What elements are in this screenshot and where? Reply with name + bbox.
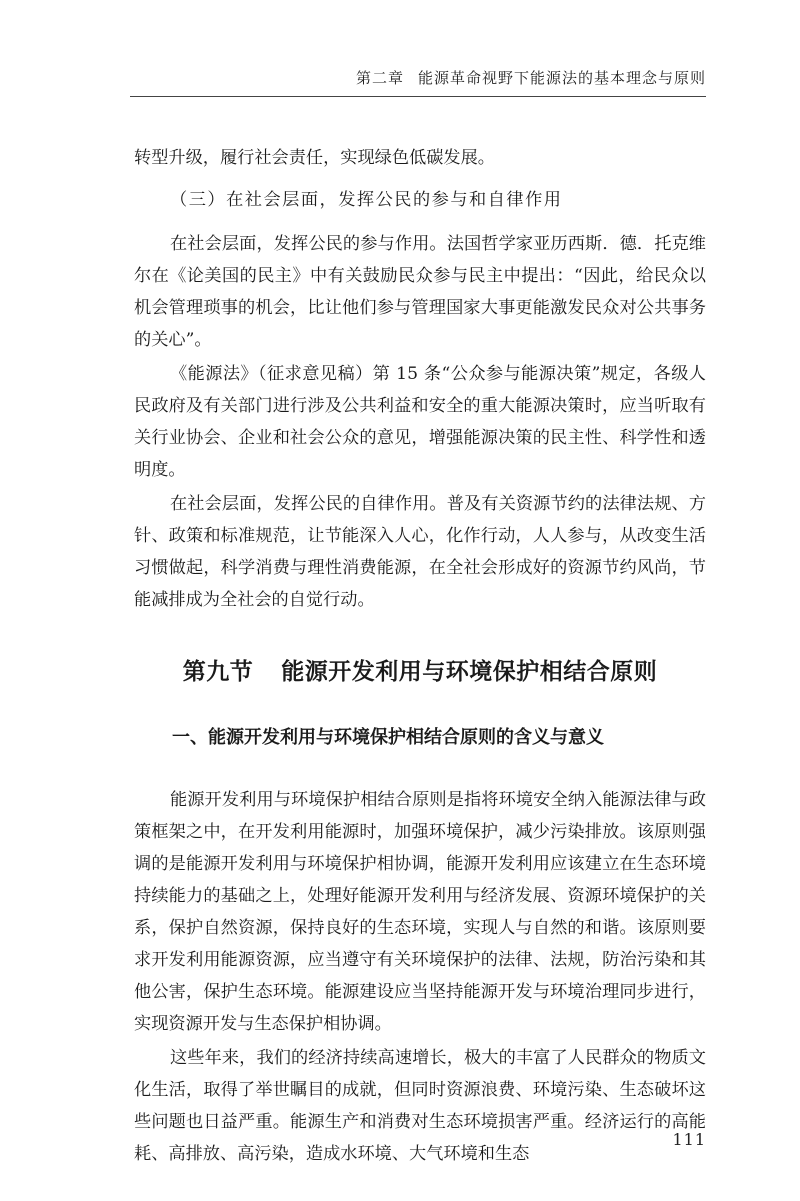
section-number: 第九节: [182, 659, 254, 685]
page-body: [134, 142, 706, 1170]
header-chapter: 第二章: [355, 69, 404, 87]
running-header: [130, 67, 706, 88]
paragraph-3: 《能源法》（征求意见稿）第 15 条“公众参与能源决策”规定，各级人民政府及有关部门进行涉及公共利益和安全的重大能源决策时，应当听取有关行业协会、企业和社会公众的意见，增强能源决策的民主性、科学性和透明度。: [134, 364, 706, 480]
paragraph-4: 在社会层面，发挥公民的自律作用。普及有关资源节约的法律法规、方针、政策和标准规范，让节能深入人心，化作行动，人人参与，从改变生活习惯做起，科学消费与理性消费能源，在全社会形成好的资源节约风尚，节能减排成为全社会的自觉行动。: [134, 494, 706, 610]
page-number: 111: [672, 1130, 706, 1149]
paragraph-5: 能源开发利用与环境保护相结合原则是指将环境安全纳入能源法律与政策框架之中，在开发利用能源时，加强环境保护，减少污染排放。该原则强调的是能源开发利用与环境保护相协调，能源开发利用应该建立在生态环境持续能力的基础之上，处理好能源开发利用与经济发展、资源环境保护的关系，保护自然资源，保持良好的生态环境，实现人与自然的和谐。该原则要求开发利用能源资源，应当遵守有关环境保护的法律、法规，防治污染和其他公害，保护生态环境。能源建设应当坚持能源开发与环境治理同步进行，实现资源开发与生态保护相协调。: [134, 790, 706, 1034]
section-title: [134, 652, 706, 692]
paragraph-1: 转型升级，履行社会责任，实现绿色低碳发展。: [134, 148, 495, 168]
paragraph-2: 在社会层面，发挥公民的参与作用。法国哲学家亚历西斯．德．托克维尔在《论美国的民主》中有关鼓励民众参与民主中提出：“因此，给民众以机会管理琐事的机会，比让他们参与管理国家大事更能激发民众对公共事务的关心”。: [134, 234, 706, 350]
subheading-three: （三）在社会层面，发挥公民的参与和自律作用: [170, 190, 563, 210]
section-title-text: 能源开发利用与环境保护相结合原则: [281, 659, 658, 685]
subheading-one: 一、能源开发利用与环境保护相结合原则的含义与意义: [172, 727, 604, 748]
header-rule: [130, 96, 706, 97]
header-title: 能源革命视野下能源法的基本理念与原则: [417, 69, 706, 87]
paragraph-6: 这些年来，我们的经济持续高速增长，极大的丰富了人民群众的物质文化生活，取得了举世瞩目的成就，但同时资源浪费、环境污染、生态破坏这些问题也日益严重。能源生产和消费对生态环境损害严重。经济运行的高能耗、高排放、高污染，造成水环境、大气环境和生态: [134, 1048, 706, 1164]
